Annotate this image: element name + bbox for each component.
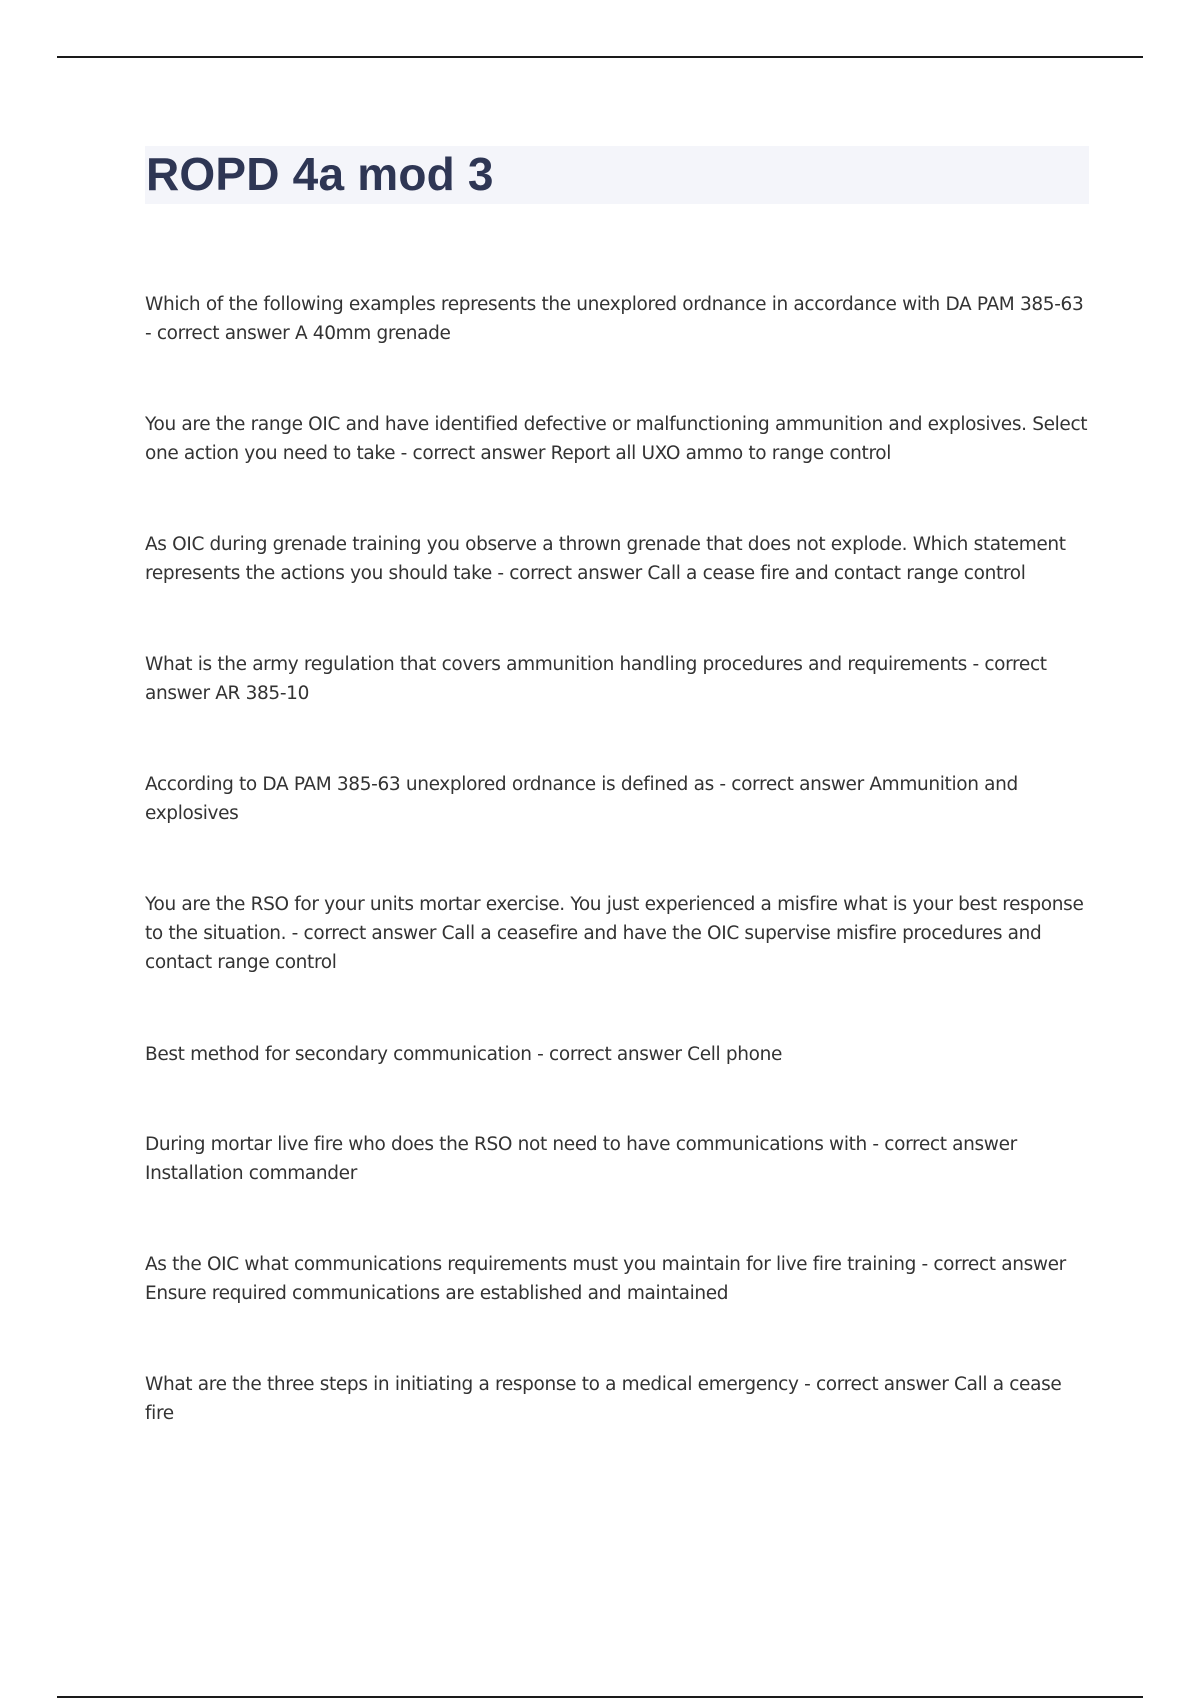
qa-item: You are the range OIC and have identified defective or malfunctioning ammunition and explosives. Select one action you need to take - correct answer Report all UXO ammo to range control xyxy=(145,414,1088,464)
qa-item: During mortar live fire who does the RSO not need to have communications with - correct answer Installation commander xyxy=(145,1134,1017,1184)
bottom-rule xyxy=(57,1696,1143,1698)
qa-item: You are the RSO for your units mortar exercise. You just experienced a misfire what is your best response to the situation. - correct answer Call a ceasefire and have the OIC supervise misfire procedures and contact range control xyxy=(145,894,1084,973)
document-title: ROPD 4a mod 3 xyxy=(146,148,494,200)
qa-item: As the OIC what communications requirements must you maintain for live fire training - correct answer Ensure required communications are established and maintained xyxy=(145,1254,1066,1304)
qa-item: According to DA PAM 385-63 unexplored ordnance is defined as - correct answer Ammunition and explosives xyxy=(145,774,1018,824)
qa-item: What are the three steps in initiating a response to a medical emergency - correct answer Call a cease fire xyxy=(145,1374,1062,1424)
qa-item: What is the army regulation that covers ammunition handling procedures and requirements - correct answer AR 385-10 xyxy=(145,654,1047,704)
qa-item: As OIC during grenade training you observe a thrown grenade that does not explode. Which statement represents the actions you should take - correct answer Call a cease fire and contact range control xyxy=(145,534,1066,584)
top-rule xyxy=(57,56,1143,58)
qa-item: Best method for secondary communication - correct answer Cell phone xyxy=(145,1044,783,1065)
qa-item: Which of the following examples represents the unexplored ordnance in accordance with DA PAM 385-63 - correct answer A 40mm grenade xyxy=(145,294,1084,344)
